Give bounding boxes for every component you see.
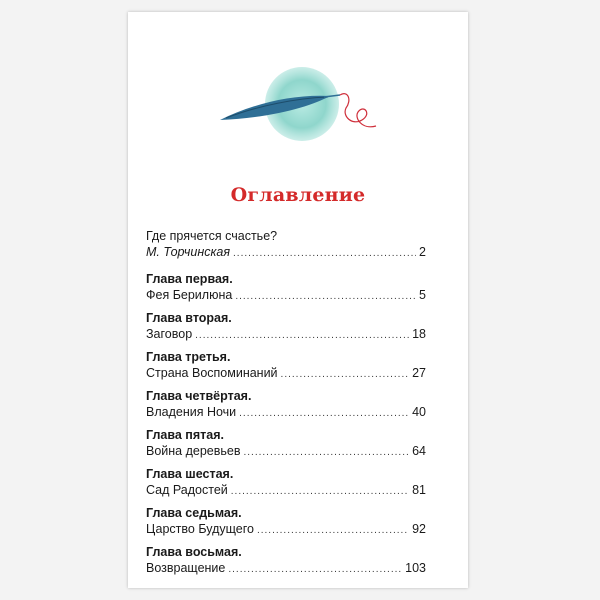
toc-entry-line [146, 443, 426, 460]
toc-entry-line [146, 521, 426, 538]
toc-entry-page: 64 [412, 444, 426, 458]
toc-entry-heading: Глава седьмая. [146, 506, 242, 520]
dot-leader [195, 327, 409, 344]
toc-entry-heading: Глава шестая. [146, 467, 234, 481]
dot-leader [239, 405, 409, 422]
toc-entry [146, 544, 426, 577]
dot-leader [244, 444, 410, 461]
toc-entry [146, 466, 426, 499]
feather-quill-icon [212, 60, 392, 160]
toc-entry-line [146, 365, 426, 382]
toc-entry-heading: Глава пятая. [146, 428, 224, 442]
toc-entry-author: М. Торчинская [146, 245, 231, 259]
toc-entry-heading: Глава третья. [146, 350, 231, 364]
dot-leader [233, 245, 416, 262]
toc-entry-heading: Где прячется счастье? [146, 229, 278, 243]
toc-entry [146, 310, 426, 343]
toc-entry-page: 81 [412, 483, 426, 497]
book-page [128, 12, 468, 588]
toc-entry-line [146, 404, 426, 421]
toc-entry [146, 505, 426, 538]
toc-entry [146, 388, 426, 421]
toc-entry [146, 427, 426, 460]
toc-entry-title: Владения Ночи [146, 405, 237, 419]
toc-entry-title: Страна Воспоминаний [146, 366, 278, 380]
toc-entry-title: Царство Будущего [146, 522, 254, 536]
toc-entry-line [146, 287, 426, 304]
toc-entry-line [146, 482, 426, 499]
dot-leader [257, 522, 409, 539]
toc-entry-page: 18 [412, 327, 426, 341]
page-title: Оглавление [230, 184, 366, 206]
toc-entry-page: 2 [419, 245, 426, 259]
toc-entry-title: Фея Берилюна [146, 288, 233, 302]
toc-entry-title: Сад Радостей [146, 483, 228, 497]
dot-leader [235, 288, 416, 305]
toc-entry-page: 92 [412, 522, 426, 536]
dot-leader [228, 561, 402, 578]
toc-entry [146, 349, 426, 382]
red-thread [340, 94, 376, 127]
toc-entry-line [146, 326, 426, 343]
toc-entry [146, 228, 426, 261]
toc-entry-page: 5 [419, 288, 426, 302]
toc-entry-title: Заговор [146, 327, 193, 341]
toc-entry-line [146, 560, 426, 577]
toc-entry-title: Война деревьев [146, 444, 241, 458]
toc-entry-heading: Глава четвёртая. [146, 389, 252, 403]
toc-entry-page: 27 [412, 366, 426, 380]
toc-entry-heading: Глава вторая. [146, 311, 232, 325]
toc-entry [146, 271, 426, 304]
toc-entry-title: Возвращение [146, 561, 226, 575]
toc-entry-line [146, 244, 426, 261]
toc-entry-page: 103 [405, 561, 426, 575]
toc-entry-heading: Глава первая. [146, 272, 233, 286]
toc-entry-heading: Глава восьмая. [146, 545, 242, 559]
table-of-contents [146, 228, 426, 583]
dot-leader [231, 483, 409, 500]
dot-leader [281, 366, 410, 383]
toc-entry-page: 40 [412, 405, 426, 419]
